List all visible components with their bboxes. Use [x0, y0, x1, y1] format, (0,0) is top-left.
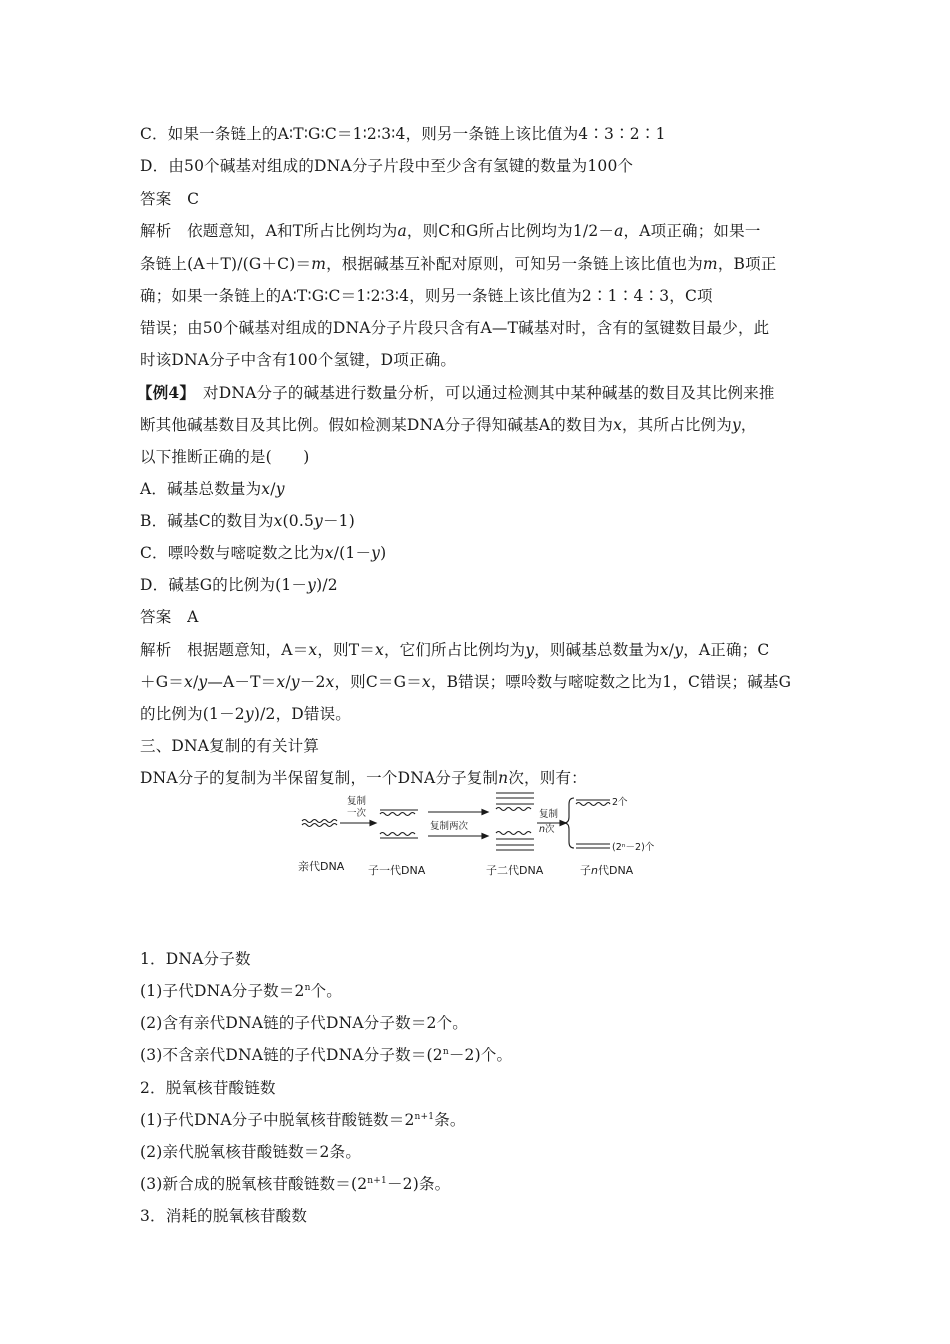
text-segment: ，B错误；嘌呤数与嘧啶数之比为1，C错误；碱基G — [430, 673, 792, 691]
text-segment: y — [307, 576, 317, 594]
text-segment: 答案 C — [140, 190, 200, 208]
text-segment: 解析 根据题意知，A＝ — [140, 641, 309, 659]
text-segment: －2)条。 — [386, 1175, 451, 1193]
text-segment: x — [183, 673, 193, 691]
text-line-h1a — [140, 981, 820, 1001]
text-line-exp3c — [140, 286, 820, 306]
text-segment: 答案 A — [140, 608, 199, 626]
text-segment: y — [525, 641, 535, 659]
text-segment: x — [325, 673, 335, 691]
caption-gen2: 子二代DNA — [486, 864, 544, 877]
text-segment: (3)新合成的脱氧核苷酸链数＝(2 — [140, 1175, 368, 1193]
text-line-ex4B — [140, 511, 820, 531]
text-line-h2c — [140, 1174, 820, 1194]
gen2-dna-strands — [496, 793, 534, 850]
label-copy-once: 复制 — [347, 796, 367, 807]
text-segment: —A－T＝ — [207, 673, 277, 691]
dna-replication-diagram — [290, 790, 660, 880]
text-segment: y — [290, 673, 300, 691]
text-segment: 3．消耗的脱氧核苷酸数 — [140, 1207, 308, 1225]
text-segment: 条链上(A＋T)/(G＋C)＝ — [140, 255, 312, 273]
text-segment: (1)子代DNA分子数＝2 — [140, 982, 305, 1000]
text-segment: ，则C和G所占比例均为1/2－ — [406, 222, 615, 240]
text-segment: n+1 — [367, 1176, 387, 1186]
text-line-ex4b — [140, 415, 820, 435]
text-line-sec3a — [140, 768, 820, 788]
text-line-ex4c — [140, 447, 820, 467]
text-segment: (2)亲代脱氧核苷酸链数＝2条。 — [140, 1143, 362, 1161]
text-segment: (3)不含亲代DNA链的子代DNA分子数＝(2 — [140, 1046, 443, 1064]
text-segment: ) — [380, 544, 387, 562]
genn-dna-strands — [576, 800, 610, 848]
text-line-optD — [140, 156, 820, 176]
text-segment: ，则T＝ — [317, 641, 375, 659]
text-segment: n — [498, 769, 509, 787]
text-segment: (1)子代DNA分子中脱氧核苷酸链数＝2 — [140, 1111, 415, 1129]
text-line-exp4a — [140, 640, 820, 660]
text-segment: / — [668, 641, 675, 659]
text-segment: B．碱基C的数目为 — [140, 512, 274, 530]
label-copy-once-b: 一次 — [347, 808, 367, 819]
text-segment: n — [442, 1047, 449, 1057]
text-segment: m — [702, 255, 718, 273]
text-segment: －2)个。 — [448, 1046, 513, 1064]
text-segment: ，A项正确；如果一 — [623, 222, 761, 240]
text-segment: x — [324, 544, 334, 562]
text-segment: ，它们所占比例均为 — [383, 641, 526, 659]
text-segment: / — [270, 480, 276, 498]
text-line-exp4c — [140, 704, 820, 724]
text-line-h2b — [140, 1142, 820, 1162]
text-line-exp4b — [140, 672, 820, 692]
text-segment: 个。 — [310, 982, 343, 1000]
text-segment: / — [192, 673, 199, 691]
text-segment: 【例4】 — [137, 383, 188, 402]
text-segment: n+1 — [414, 1112, 435, 1122]
brace — [564, 798, 574, 848]
text-line-h1c — [140, 1045, 820, 1065]
text-segment: x — [375, 641, 384, 659]
text-line-exp3b — [140, 254, 820, 274]
text-line-exp3e — [140, 350, 820, 370]
text-line-ex4a — [137, 383, 817, 403]
text-segment: ，其所占比例为 — [622, 416, 732, 434]
text-segment: (0.5 — [282, 512, 315, 530]
text-segment: y — [314, 512, 323, 530]
label-out-bottom: (2ⁿ－2)个 — [612, 842, 655, 853]
text-line-ex4C — [140, 543, 820, 563]
text-line-exp3a — [140, 221, 820, 241]
text-segment: 三、DNA复制的有关计算 — [140, 737, 320, 755]
text-segment: y — [674, 641, 684, 659]
text-segment: 确；如果一条链上的A∶T∶G∶C＝1∶2∶3∶4，则另一条链上该比值为2∶1∶4∶3，C项 — [140, 287, 713, 305]
text-segment: /(1－ — [333, 544, 372, 562]
text-segment: ，则碱基总数量为 — [534, 641, 660, 659]
text-segment: ＋G＝ — [140, 673, 184, 691]
text-segment: x — [276, 673, 286, 691]
label-copy-twice: 复制两次 — [430, 821, 469, 832]
text-segment: DNA分子的复制为半保留复制，一个DNA分子复制 — [140, 769, 499, 787]
label-out-top: 2个 — [612, 797, 628, 808]
text-line-ans3 — [140, 189, 820, 209]
text-segment: ，则C＝G＝ — [334, 673, 422, 691]
text-segment: 次，则有： — [508, 769, 587, 787]
text-segment: ，根据碱基互补配对原则，可知另一条链上该比值也为 — [326, 255, 703, 273]
text-segment: 时该DNA分子中含有100个氢键，D项正确。 — [140, 351, 457, 369]
text-segment: 对DNA分子的碱基进行数量分析，可以通过检测其中某种碱基的数目及其比例来推 — [187, 384, 775, 402]
text-line-sec3 — [140, 736, 820, 756]
text-segment: y — [244, 705, 254, 723]
text-segment: x — [308, 641, 318, 659]
text-segment: x — [421, 673, 431, 691]
text-segment: y — [731, 416, 741, 434]
text-segment: )/2，D错误。 — [253, 705, 352, 723]
text-segment: y — [371, 544, 381, 562]
text-segment: 条。 — [434, 1111, 466, 1129]
text-segment: x — [659, 641, 669, 659]
text-line-h2 — [140, 1078, 820, 1098]
text-line-optC — [140, 124, 820, 144]
text-line-ex4A — [140, 479, 820, 499]
text-line-ans4 — [140, 607, 820, 627]
text-segment: )/2 — [316, 576, 338, 594]
text-segment: a — [397, 222, 407, 240]
text-segment: －1) — [322, 512, 355, 530]
text-segment: 1．DNA分子数 — [140, 950, 251, 968]
text-segment: 断其他碱基数目及其比例。假如检测某DNA分子得知碱基A的数目为 — [140, 416, 614, 434]
text-segment: D．由50个碱基对组成的DNA分子片段中至少含有氢键的数量为100个 — [140, 157, 634, 175]
caption-gen1: 子一代DNA — [368, 864, 426, 877]
text-segment: C．嘌呤数与嘧啶数之比为 — [140, 544, 325, 562]
gen1-dna-strands — [380, 810, 418, 838]
text-segment: / — [285, 673, 291, 691]
text-segment: 2．脱氧核苷酸链数 — [140, 1079, 276, 1097]
text-line-exp3d — [140, 318, 820, 338]
label-copy-n: 复制 — [539, 809, 559, 820]
text-segment: (2)含有亲代DNA链的子代DNA分子数＝2个。 — [140, 1014, 468, 1032]
text-line-h3 — [140, 1206, 820, 1226]
text-segment: ，B项正 — [717, 255, 777, 273]
text-segment: D．碱基G的比例为(1－ — [140, 576, 308, 594]
text-segment: －2 — [299, 673, 326, 691]
text-segment: y — [275, 480, 285, 498]
text-segment: x — [613, 416, 623, 434]
text-segment: 以下推断正确的是( ) — [140, 448, 310, 466]
label-copy-n-b: n次 — [539, 824, 555, 835]
text-segment: C．如果一条链上的A∶T∶G∶C＝1∶2∶3∶4，则另一条链上该比值为4∶3∶2∶1 — [140, 125, 666, 143]
text-segment: A．碱基总数量为 — [140, 480, 262, 498]
text-segment: n — [304, 983, 311, 993]
text-line-ex4D — [140, 575, 820, 595]
text-segment: 解析 依题意知，A和T所占比例均为 — [140, 222, 398, 240]
caption-parent: 亲代DNA — [298, 860, 345, 873]
text-segment: ， — [740, 416, 757, 434]
text-segment: a — [614, 222, 624, 240]
text-segment: m — [311, 255, 327, 273]
text-segment: 的比例为(1－2 — [140, 705, 245, 723]
text-line-h1 — [140, 949, 820, 969]
arrow-copy-once — [340, 821, 376, 826]
text-segment: x — [261, 480, 271, 498]
text-line-h2a — [140, 1110, 820, 1130]
caption-genn: 子n代DNA — [580, 864, 634, 877]
parent-dna-strands — [302, 820, 337, 827]
text-segment: y — [198, 673, 208, 691]
text-segment: 错误；由50个碱基对组成的DNA分子片段只含有A—T碱基对时，含有的氢键数目最少，此 — [140, 319, 770, 337]
text-segment: ，A正确；C — [683, 641, 770, 659]
text-line-h1b — [140, 1013, 820, 1033]
text-segment: x — [273, 512, 283, 530]
